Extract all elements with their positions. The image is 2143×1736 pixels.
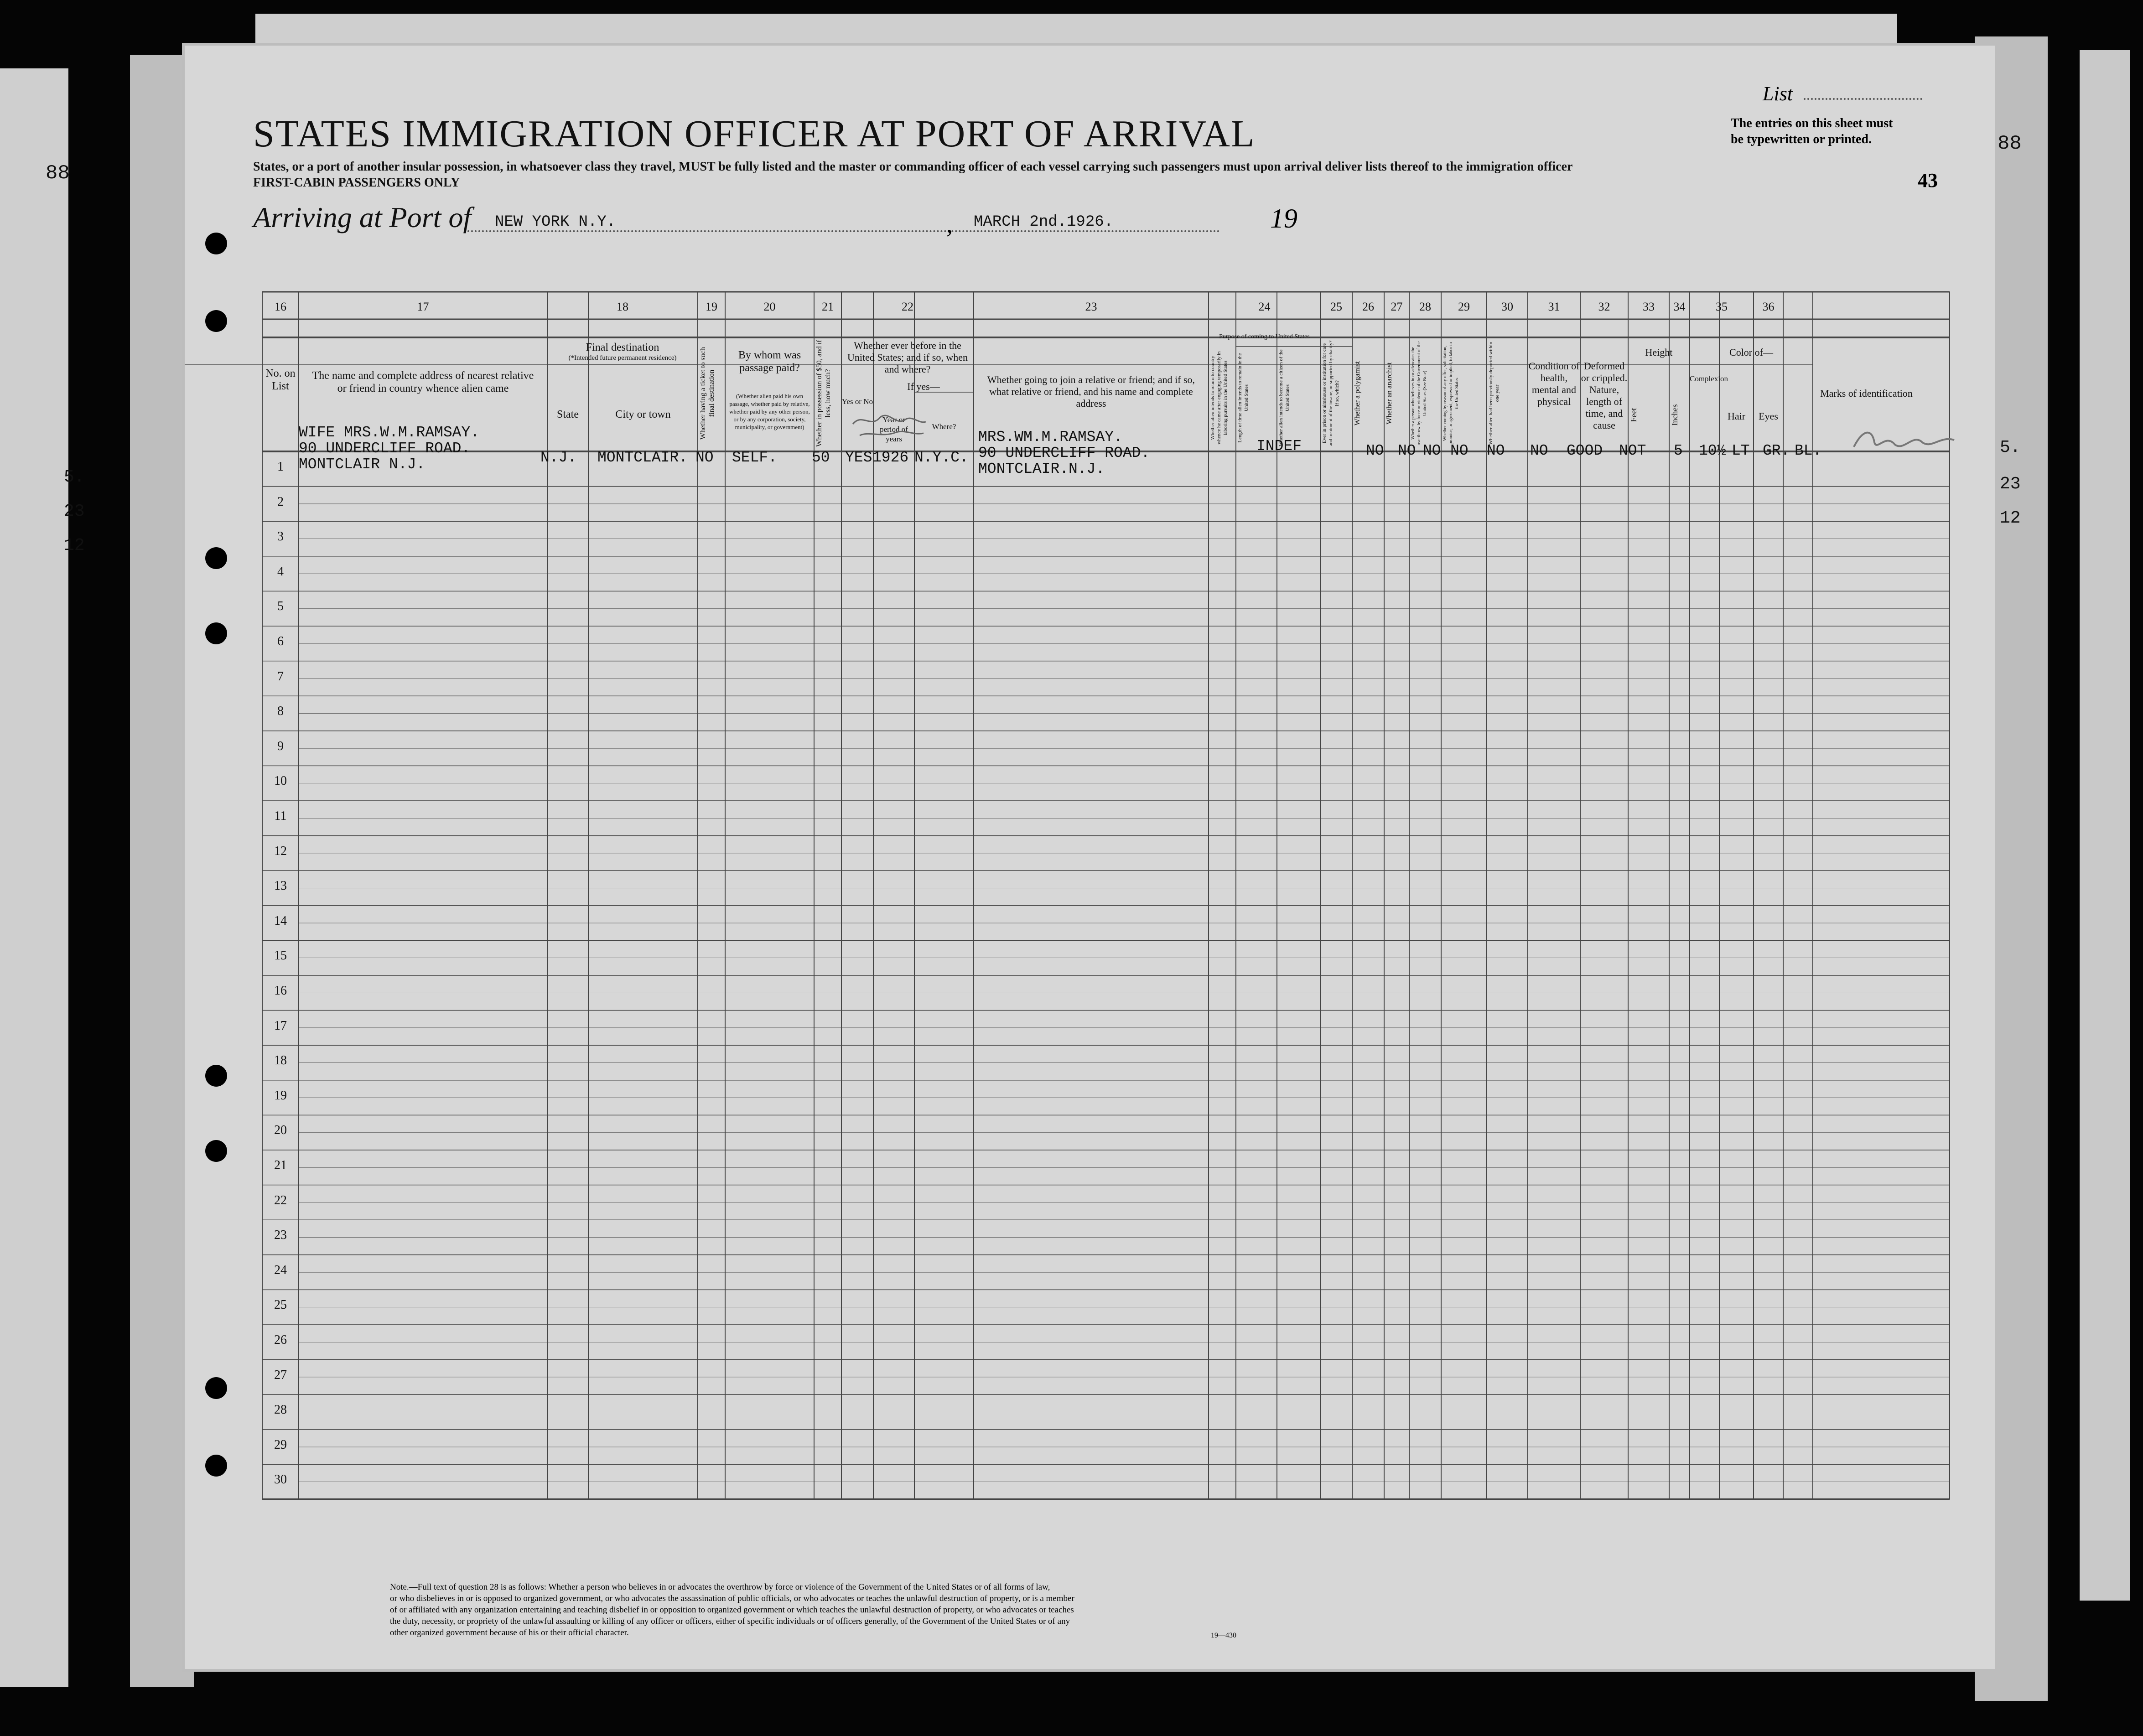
header-feet: Feet <box>1629 408 1638 422</box>
row-number: 7 <box>277 669 284 684</box>
form-instructions: States, or a port of another insular possession, in whatsoever class they travel, MUST be fully listed and the master or commanding officer of each vessel carrying such passengers must upon arrival deliver lists thereof to the immigration officer <box>253 160 1573 174</box>
punch-hole <box>205 1140 227 1162</box>
entry1-length-stay: INDEF <box>1256 438 1302 455</box>
form-title: STATES IMMIGRATION OFFICER AT PORT OF ARRIVAL <box>253 113 1256 155</box>
footnote-line-5: other organized government because of his or their official character. <box>390 1628 629 1638</box>
row-number: 28 <box>274 1403 287 1417</box>
column-number-16: 16 <box>275 300 286 313</box>
entry1-relative-line3: MONTCLAIR N.J. <box>299 456 425 473</box>
column-number-22: 22 <box>902 300 913 313</box>
column-number-36: 36 <box>1762 300 1775 313</box>
entry1-eyes: BL. <box>1795 442 1822 459</box>
entry1-relative-line1: WIFE MRS.W.M.RAMSAY. <box>299 424 480 441</box>
row-number: 18 <box>274 1053 287 1068</box>
right-margin-mark-2: 23 <box>2000 474 2021 494</box>
row-number: 9 <box>277 739 284 753</box>
column-number-19: 19 <box>706 300 717 313</box>
comma: , <box>946 210 953 238</box>
punch-hole <box>205 1455 227 1477</box>
entry1-before-year: 1926 <box>872 449 909 466</box>
entry1-before-yes: YES <box>845 449 872 466</box>
entry1-join-line1: MRS.WM.M.RAMSAY. <box>978 429 1123 446</box>
header-col22-yesno: Yes or No <box>841 397 873 406</box>
column-number-33: 33 <box>1643 300 1655 313</box>
arrival-date: MARCH 2nd.1926. <box>974 213 1114 231</box>
row-number: 24 <box>274 1263 287 1277</box>
entry1-city: MONTCLAIR. <box>597 449 688 466</box>
header-col24-c: Whether alien intends to become a citizen of the United States <box>1278 349 1290 446</box>
form-code: 19—430 <box>1211 1632 1236 1639</box>
column-number-35: 35 <box>1716 300 1728 313</box>
header-col20: By whom was passage paid? <box>738 349 801 374</box>
row-number: 21 <box>274 1158 287 1172</box>
entry1-join-line2: 90 UNDERCLIFF ROAD. <box>978 445 1150 461</box>
punch-hole <box>205 233 227 254</box>
handwritten-annotation <box>851 410 928 442</box>
header-col23: Whether going to join a relative or friend; and if so, what relative or friend, and his name and complete address <box>987 374 1195 409</box>
column-number-30: 30 <box>1501 300 1513 313</box>
row-number: 27 <box>274 1368 287 1382</box>
header-marks: Marks of identification <box>1820 388 1913 399</box>
footnote-line-2: or who disbelieves in or is opposed to organized government, or who advocates the assassination of public officials, or who advocates or teaches the unlawful destruction of property, or is a member <box>390 1594 1074 1603</box>
entry1-money: 50 <box>812 449 830 466</box>
row-number: 4 <box>277 564 284 579</box>
entries-note-2: be typewritten or printed. <box>1731 132 1872 146</box>
column-number-23: 23 <box>1085 300 1097 313</box>
row-number: 6 <box>277 634 284 648</box>
header-col24-a: Whether alien intends to return to country whence he came after engaging temporarily in laboring pursuits in the United States <box>1210 351 1228 445</box>
left-margin-mark-2: 23 <box>64 502 85 521</box>
column-number-18: 18 <box>617 300 628 313</box>
header-col24: Purpose of coming to United States <box>1219 333 1310 340</box>
entry1-anarchist: NO <box>1423 442 1441 459</box>
header-col26: Whether a polygamist <box>1354 361 1361 426</box>
header-col22-year: Year or period of years <box>880 415 908 443</box>
row-number: 8 <box>277 704 284 719</box>
row-number: 25 <box>274 1298 287 1312</box>
header-col28: Whether a person who believes in or advocates the overthrow by force or violence of the Government of the United States (See Note) <box>1411 341 1427 446</box>
entry1-overthrow: NO <box>1450 442 1468 459</box>
right-page-edge <box>2080 50 2130 1601</box>
row-number: 11 <box>274 809 287 823</box>
entry1-join-line3: MONTCLAIR.N.J. <box>978 461 1105 477</box>
left-margin-mark-3: 12 <box>64 536 85 555</box>
column-number-20: 20 <box>763 300 776 313</box>
header-col24-b: Length of time alien intends to remain in the United States <box>1237 353 1249 443</box>
entry1-deformed: NOT <box>1619 442 1646 459</box>
list-label: List <box>1763 83 1793 105</box>
row-number: 13 <box>274 879 287 893</box>
punch-hole <box>205 310 227 332</box>
punch-hole <box>205 547 227 569</box>
entry1-state: N.J. <box>540 449 577 466</box>
sheet-number: 43 <box>1918 169 1938 192</box>
row-number: 14 <box>274 913 287 928</box>
column-number-28: 28 <box>1419 300 1431 313</box>
header-no-on-list: No. on List <box>265 368 296 392</box>
row-number: 1 <box>277 460 284 474</box>
footnote-line-3: of or affiliated with any organization entertaining and teaching disbelief in or opposition to organized government or which teaches the unlawful destruction of property, or who advocates or teaches <box>390 1605 1074 1615</box>
header-col19: Whether having a ticket to such final destination <box>699 347 716 440</box>
row-number: 26 <box>274 1333 287 1347</box>
column-number-29: 29 <box>1458 300 1470 313</box>
entry1-feet: 5 <box>1674 442 1683 459</box>
header-complexion: Complexion <box>1690 374 1728 383</box>
row-number: 3 <box>277 529 284 544</box>
first-cabin-label: FIRST-CABIN PASSENGERS ONLY <box>253 176 460 190</box>
header-col22-where: Where? <box>932 422 956 431</box>
header-col29: Whether coming by reason of any offer, solicitation, promise, or agreement, expressed or implied, to labor in the United States <box>1443 342 1459 445</box>
entry1-prison: NO <box>1366 442 1384 459</box>
header-col20-note: (Whether alien paid his own passage, whether paid by relative, whether paid by any other person, or by any corporation, society, municipality, or government) <box>729 393 810 430</box>
header-height: Height <box>1645 347 1673 358</box>
entry1-polygamist: NO <box>1398 442 1416 459</box>
punch-hole <box>205 622 227 644</box>
entry1-relative-line2: 90 UNDERCLIFF ROAD. <box>299 440 471 457</box>
row-number: 10 <box>274 774 287 788</box>
header-hair: Hair <box>1727 410 1746 422</box>
footnote-line-4: the duty, necessity, or propriety of the unlawful assaulting or killing of any officer or officers, either of specific individuals or of officers generally, of the Government of the United States or of any <box>390 1617 1070 1626</box>
header-col21: Whether in possession of $50, and if less, how much? <box>815 340 832 447</box>
row-number: 12 <box>274 844 287 858</box>
entry1-inches: 10½ <box>1699 442 1726 459</box>
column-number-25: 25 <box>1330 300 1342 313</box>
row-number: 22 <box>274 1193 287 1207</box>
left-page-edge <box>0 68 68 1687</box>
entry1-offer: NO <box>1487 442 1505 459</box>
header-col22: Whether ever before in the United States; and if so, when and where? <box>847 340 968 375</box>
row-number: 23 <box>274 1228 287 1243</box>
row-number: 19 <box>274 1088 287 1103</box>
row-number: 15 <box>274 948 287 963</box>
header-eyes: Eyes <box>1759 410 1778 422</box>
arriving-label: Arriving at Port of <box>253 201 472 233</box>
entry1-hair: GR. <box>1763 442 1790 459</box>
header-col25: Ever in prison or almshouse or institution for care and treatment of the insane, or supported by charity? If so, which? <box>1322 340 1340 446</box>
header-col30: Whether alien had been previously deported within one year <box>1488 342 1500 445</box>
column-number-24: 24 <box>1258 300 1271 313</box>
entry1-before-where: N.Y.C. <box>914 449 969 466</box>
column-number-32: 32 <box>1598 300 1610 313</box>
header-color-of: Color of— <box>1729 347 1773 358</box>
column-number-31: 31 <box>1548 300 1560 313</box>
right-edge-number: 88 <box>1998 132 2022 155</box>
row-number: 2 <box>277 494 284 509</box>
punch-hole <box>205 1377 227 1399</box>
entry1-complexion: LT <box>1732 442 1750 459</box>
column-number-26: 26 <box>1362 300 1374 313</box>
entries-note-1: The entries on this sheet must <box>1731 116 1893 130</box>
header-col32: Deformed or crippled. Nature, length of time, and cause <box>1581 360 1628 431</box>
handwritten-signature-mark <box>1849 424 1963 461</box>
back-sheet-top <box>255 14 1897 50</box>
header-final-destination: Final destination <box>586 342 659 353</box>
row-number: 16 <box>274 984 287 998</box>
row-number: 20 <box>274 1123 287 1138</box>
left-margin-mark-1: 5. <box>64 467 85 487</box>
footnote-line-1: Note.—Full text of question 28 is as follows: Whether a person who believes in or advocates the overthrow by force or violence of the Government of the United States or of all forms of law, <box>390 1582 1050 1592</box>
manifest-grid <box>185 46 1995 1669</box>
right-margin-mark-3: 12 <box>2000 508 2021 528</box>
header-final-destination-note: (*Intended future permanent residence) <box>568 354 677 362</box>
entry1-health: GOOD <box>1567 442 1603 459</box>
header-city: City or town <box>615 409 671 420</box>
row-number: 29 <box>274 1437 287 1452</box>
header-col17: The name and complete address of nearest relative or friend in country whence alien came <box>312 370 534 394</box>
entry1-paid-by: SELF. <box>732 449 778 466</box>
column-number-17: 17 <box>417 300 429 313</box>
header-col22-ifyes: If yes— <box>907 381 940 392</box>
row-number: 5 <box>277 599 284 614</box>
row-number: 17 <box>274 1018 287 1033</box>
left-edge-number: 88 <box>46 162 70 185</box>
right-margin-mark-1: 5. <box>2000 438 2021 457</box>
entry1-deported: NO <box>1530 442 1548 459</box>
header-col27: Whether an anarchist <box>1385 362 1393 425</box>
punch-hole <box>205 1065 227 1087</box>
row-number: 30 <box>274 1472 287 1487</box>
column-number-27: 27 <box>1391 300 1403 313</box>
year-prefix: 19 <box>1270 203 1297 233</box>
back-sheet-left <box>130 55 194 1687</box>
column-number-34: 34 <box>1673 300 1686 313</box>
header-inches: Inches <box>1670 404 1679 426</box>
entry1-ticket: NO <box>695 449 714 466</box>
header-state: State <box>557 409 579 420</box>
header-col31: Condition of health, mental and physical <box>1528 360 1580 407</box>
manifest-sheet <box>185 46 1995 1669</box>
port-value: NEW YORK N.Y. <box>495 213 616 231</box>
column-number-21: 21 <box>822 300 834 313</box>
